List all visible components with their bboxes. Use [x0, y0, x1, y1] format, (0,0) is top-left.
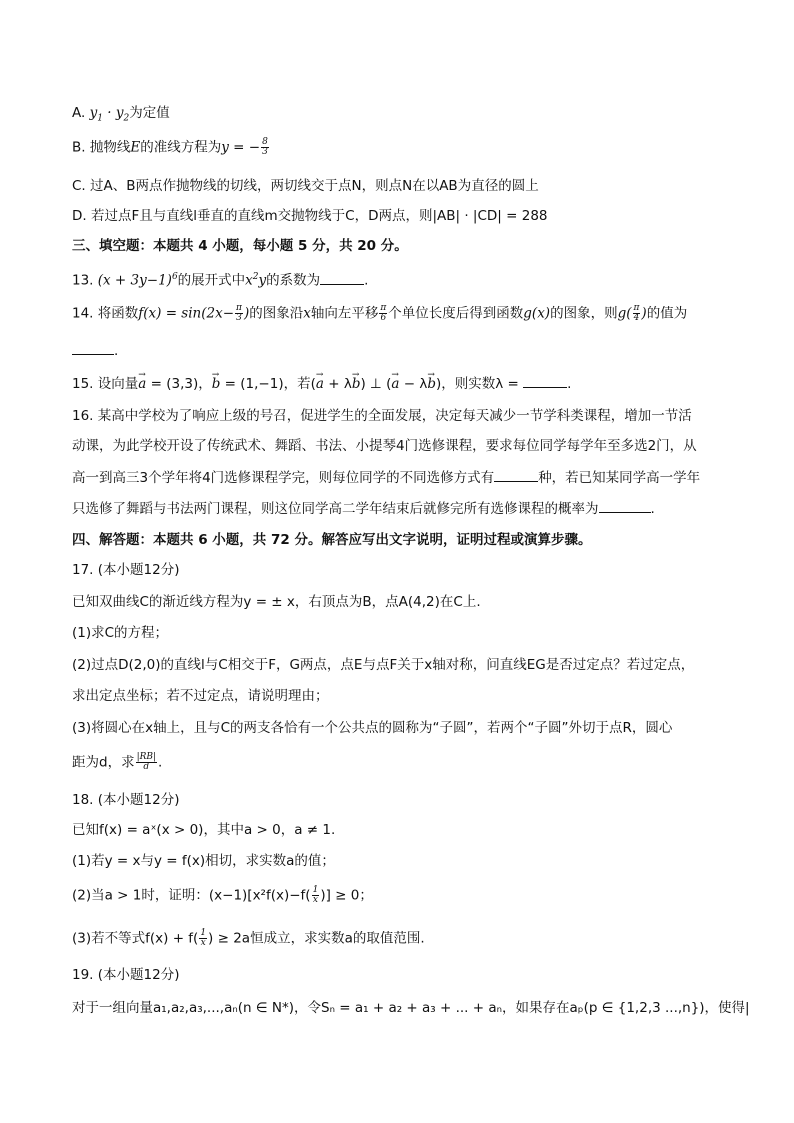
question-13: 13. $(x + 3y-1)^6$的展开式中$x^2y$的系数为 . — [72, 272, 369, 289]
question-16-line-4: 只选修了舞蹈与书法两门课程，则这位同学高二学年结束后就修完所有选修课程的概率为 . — [72, 501, 655, 517]
question-14: 14. 将函数f(x) = sin(2x− $\frac{\pi}{3}$ )的图象沿x轴向左平移 $\frac{\pi}{6}$ 个单位长度后得到函数g(x)的图象，则g( $\frac{\pi}{4}$ )的值为 — [72, 303, 688, 323]
question-17-part-3-cont: 距为d，求 $\frac{|RB|}{d}$ . — [72, 752, 163, 772]
question-17-part-2-cont: 求出定点坐标；若不过定点，请说明理由； — [72, 688, 329, 704]
answer-blank[interactable] — [494, 469, 538, 482]
option-a: A. $y_1 \cdot y_2$为定值 — [72, 105, 170, 124]
option-c: C. 过A、B两点作抛物线的切线，两切线交于点N，则点N在以AB为直径的圆上 — [72, 178, 539, 194]
answer-blank[interactable] — [320, 272, 364, 285]
question-16-line-2: 动课，为此学校开设了传统武术、舞蹈、书法、小提琴4门选修课程，要求每位同学每学年至多选2门，从 — [72, 438, 697, 454]
question-16-line-3: 高一到高三3个学年将4门选修课程学完，则每位同学的不同选修方式有 种，若已知某同学高一学年 — [72, 470, 701, 486]
question-17-part-1: (1)求C的方程； — [72, 625, 169, 641]
question-17-title: 17. (本小题12分) — [72, 562, 180, 578]
question-17-stem: 已知双曲线C的渐近线方程为y = ± x，右顶点为B，点A(4,2)在C上. — [72, 594, 481, 610]
fraction-8-3: $\frac{8}{3}$ — [262, 137, 268, 157]
question-15: 15. 设向量→ a = (3,3)，→ b = (1,−1)，若(→ a + λ→ b) ⊥ (→ a − λ→ b)，则实数λ = . — [72, 375, 734, 393]
question-16-line-1: 16. 某高中学校为了响应上级的号召，促进学生的全面发展，决定每天减少一节学科类课程，增加一节活 — [72, 408, 692, 424]
question-18-title: 18. (本小题12分) — [72, 792, 180, 808]
question-18-part-1: (1)若y = x与y = f(x)相切，求实数a的值； — [72, 853, 335, 869]
question-18-part-2: (2)当a > 1时，证明：(x−1)[x²f(x)−f( $\frac{1}{x}$ )] ≥ 0； — [72, 885, 373, 905]
option-d: D. 若过点F且与直线l垂直的直线m交抛物线于C，D两点，则|AB| · |CD| = 288 — [72, 208, 548, 224]
question-17-part-2: (2)过点D(2,0)的直线l与C相交于F，G两点，点E与点F关于x轴对称，问直线EG是否过定点？若过定点， — [72, 657, 695, 673]
question-19-stem: 对于一组向量a₁,a₂,a₃,...,aₙ(n ∈ N*)，令Sₙ = a₁ + a₂ + a₃ + ... + aₙ，如果存在aₚ(p ∈ {1,2,3 ...,n})，使得| — [72, 1000, 750, 1016]
question-17-part-3: (3)将圆心在x轴上，且与C的两支各恰有一个公共点的圆称为“子圆”，若两个“子圆”外切于点R，圆心 — [72, 720, 673, 736]
answer-blank[interactable] — [523, 375, 567, 388]
section-heading-fill-blank: 三、填空题：本题共 4 小题，每小题 5 分，共 20 分。 — [72, 238, 408, 254]
question-18-stem: 已知f(x) = aˣ(x > 0)，其中a > 0，a ≠ 1. — [72, 822, 336, 838]
fraction-rb-d: $\frac{|RB|}{d}$ — [136, 752, 157, 772]
option-b: B. 抛物线E的准线方程为y = − $\frac{8}{3}$ — [72, 137, 268, 157]
question-18-part-3: (3)若不等式f(x) + f( $\frac{1}{x}$ ) ≥ 2a恒成立，求实数a的取值范围. — [72, 928, 425, 948]
answer-blank[interactable] — [72, 342, 114, 355]
question-19-title: 19. (本小题12分) — [72, 967, 180, 983]
answer-blank[interactable] — [599, 500, 651, 513]
section-heading-solutions: 四、解答题：本题共 6 小题，共 72 分。解答应写出文字说明，证明过程或演算步骤。 — [72, 532, 592, 548]
question-14-continued: . — [72, 342, 734, 360]
